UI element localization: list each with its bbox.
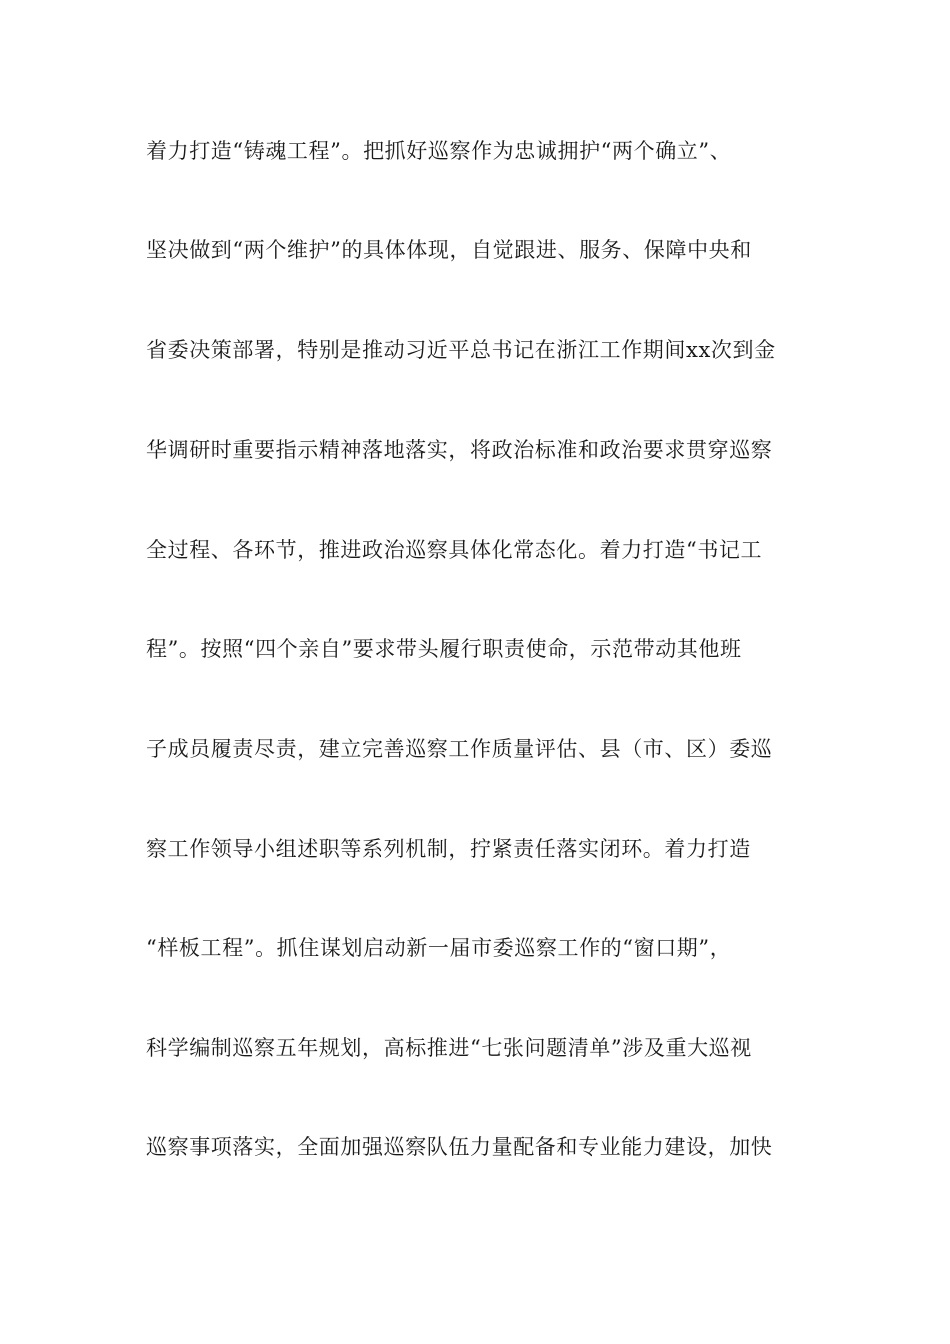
text-line: 坚决做到“两个维护”的具体体现，自觉跟进、服务、保障中央和 xyxy=(146,238,752,262)
text-line: 程”。按照“四个亲自”要求带头履行职责使命，示范带动其他班 xyxy=(146,637,742,661)
text-line: 华调研时重要指示精神落地落实，将政治标准和政治要求贯穿巡察 xyxy=(146,438,773,462)
text-line: 子成员履责尽责，建立完善巡察工作质量评估、县（市、区）委巡 xyxy=(146,737,773,761)
text-line: 科学编制巡察五年规划，高标推进“七张问题清单”涉及重大巡视 xyxy=(146,1036,752,1060)
text-line: 巡察事项落实，全面加强巡察队伍力量配备和专业能力建设，加快 xyxy=(146,1135,773,1159)
text-line: 察工作领导小组述职等系列机制，拧紧责任落实闭环。着力打造 xyxy=(146,837,751,861)
text-line: 全过程、各环节，推进政治巡察具体化常态化。着力打造“书记工 xyxy=(146,538,763,562)
text-line: “样板工程”。抓住谋划启动新一届市委巡察工作的“窗口期”， xyxy=(146,936,732,960)
text-line: 着力打造“铸魂工程”。把抓好巡察作为忠诚拥护“两个确立”、 xyxy=(146,139,732,163)
text-line: 省委决策部署，特别是推动习近平总书记在浙江工作期间xx次到金 xyxy=(146,338,776,362)
